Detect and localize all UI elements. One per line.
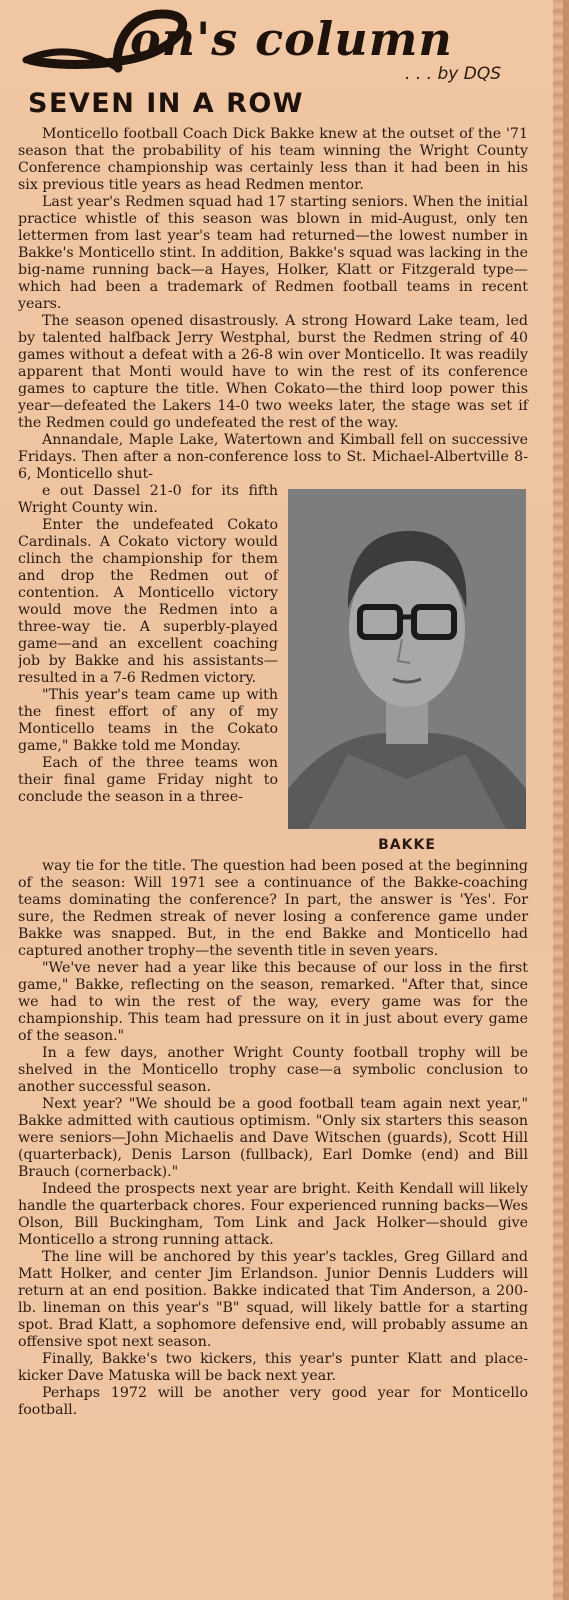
paragraph: Enter the undefeated Cokato Cardinals. A Cokato victory would clinch the championship for them and drop the Redmen out of contention. A Monticello victory would move the Redmen into a three-way tie. A superbly-played game—and an excellent coaching job by Bakke and his assistants—resulted in a 7-6 Redmen victory. xyxy=(18,517,278,686)
paragraph: Each of the three teams won their final game Friday night to conclude the season in a three- xyxy=(18,755,278,805)
paragraph: In a few days, another Wright County football trophy will be shelved in the Monticello trophy case—a symbolic conclusion to another successful season. xyxy=(18,1045,528,1095)
article-body xyxy=(18,126,528,1419)
paragraph: Last year's Redmen squad had 17 starting seniors. When the initial practice whistle of this season was blown in mid-August, only ten lettermen from last year's team had returned—the lowest number in Bakke's Monticello stint. In addition, Bakke's squad was lacking in the big-name running back—a Hayes, Holker, Klatt or Fitzgerald type—which had been a trademark of Redmen football teams in recent years. xyxy=(18,194,528,312)
column-title: on's column xyxy=(130,12,453,66)
paragraph: Indeed the prospects next year are bright. Keith Kendall will likely handle the quarterback chores. Four experienced running backs—Wes Olson, Bill Buckingham, Tom Link and Jack Holker—should give Monticello a strong running attack. xyxy=(18,1181,528,1248)
photo-wrap-section xyxy=(18,483,528,858)
paragraph: The line will be anchored by this year's tackles, Greg Gillard and Matt Holker, and center Jim Erlandson. Junior Dennis Ludders will return at an end position. Bakke indicated that Tim Anderson, a 200-lb. lineman on this year's "B" squad, will likely battle for a starting spot. Brad Klatt, a sophomore defensive end, will probably assume an offensive spot next season. xyxy=(18,1249,528,1350)
paragraph: "This year's team came up with the finest effort of any of my Monticello teams in the Cokato game," Bakke told me Monday. xyxy=(18,687,278,754)
paragraph: Next year? "We should be a good football team again next year," Bakke admitted with cautious optimism. "Only six starters this season were seniors—John Michaelis and Dave Witschen (guards), Scott Hill (quarterback), Denis Larson (fullback), Earl Domke (end) and Bill Brauch (cornerback)." xyxy=(18,1096,528,1180)
paragraph: Monticello football Coach Dick Bakke knew at the outset of the '71 season that the probability of his team winning the Wright County Conference championship was certainly less than it had been in his six previous title years as head Redmen mentor. xyxy=(18,126,528,193)
paragraph: Perhaps 1972 will be another very good year for Monticello football. xyxy=(18,1385,528,1418)
photo-caption: BAKKE xyxy=(378,837,436,853)
portrait-illustration xyxy=(288,489,526,829)
headline: SEVEN IN A ROW xyxy=(28,88,305,119)
paragraph: The season opened disastrously. A strong Howard Lake team, led by talented halfback Jerry Westphal, burst the Redmen string of 40 games without a defeat with a 26-8 win over Monticello. It was readily apparent that Monti would have to win the rest of its conference games to capture the title. When Cokato—the third loop power this year—defeated the Lakers 14-0 two weeks later, the stage was set if the Redmen could go undefeated the rest of the way. xyxy=(18,313,528,431)
byline: . . . by DQS xyxy=(405,64,501,84)
torn-edge xyxy=(553,0,563,1600)
paragraph: way tie for the title. The question had been posed at the beginning of the season: Will 1971 see a continuance of the Bakke-coaching teams dominating the conference? In part, the answer is 'Yes'. For sure, the Redmen streak of never losing a conference game under Bakke was snapped. But, in the end Bakke and Monticello had captured another trophy—the seventh title in seven years. xyxy=(18,858,528,959)
photo-block xyxy=(288,489,526,854)
paragraph: e out Dassel 21-0 for its fifth Wright County win. xyxy=(18,483,278,516)
paragraph: Annandale, Maple Lake, Watertown and Kimball fell on successive Fridays. Then after a non-conference loss to St. Michael-Albertville 8-6, Monticello shut- xyxy=(18,432,528,482)
paragraph: Finally, Bakke's two kickers, this year's punter Klatt and place-kicker Dave Matuska will be back next year. xyxy=(18,1351,528,1384)
portrait-photo xyxy=(288,489,526,829)
paragraph: "We've never had a year like this because of our loss in the first game," Bakke, reflecting on the season, remarked. "After that, since we had to win the rest of the way, every game was for the championship. This team had pressure on it in just about every game of the season." xyxy=(18,960,528,1044)
